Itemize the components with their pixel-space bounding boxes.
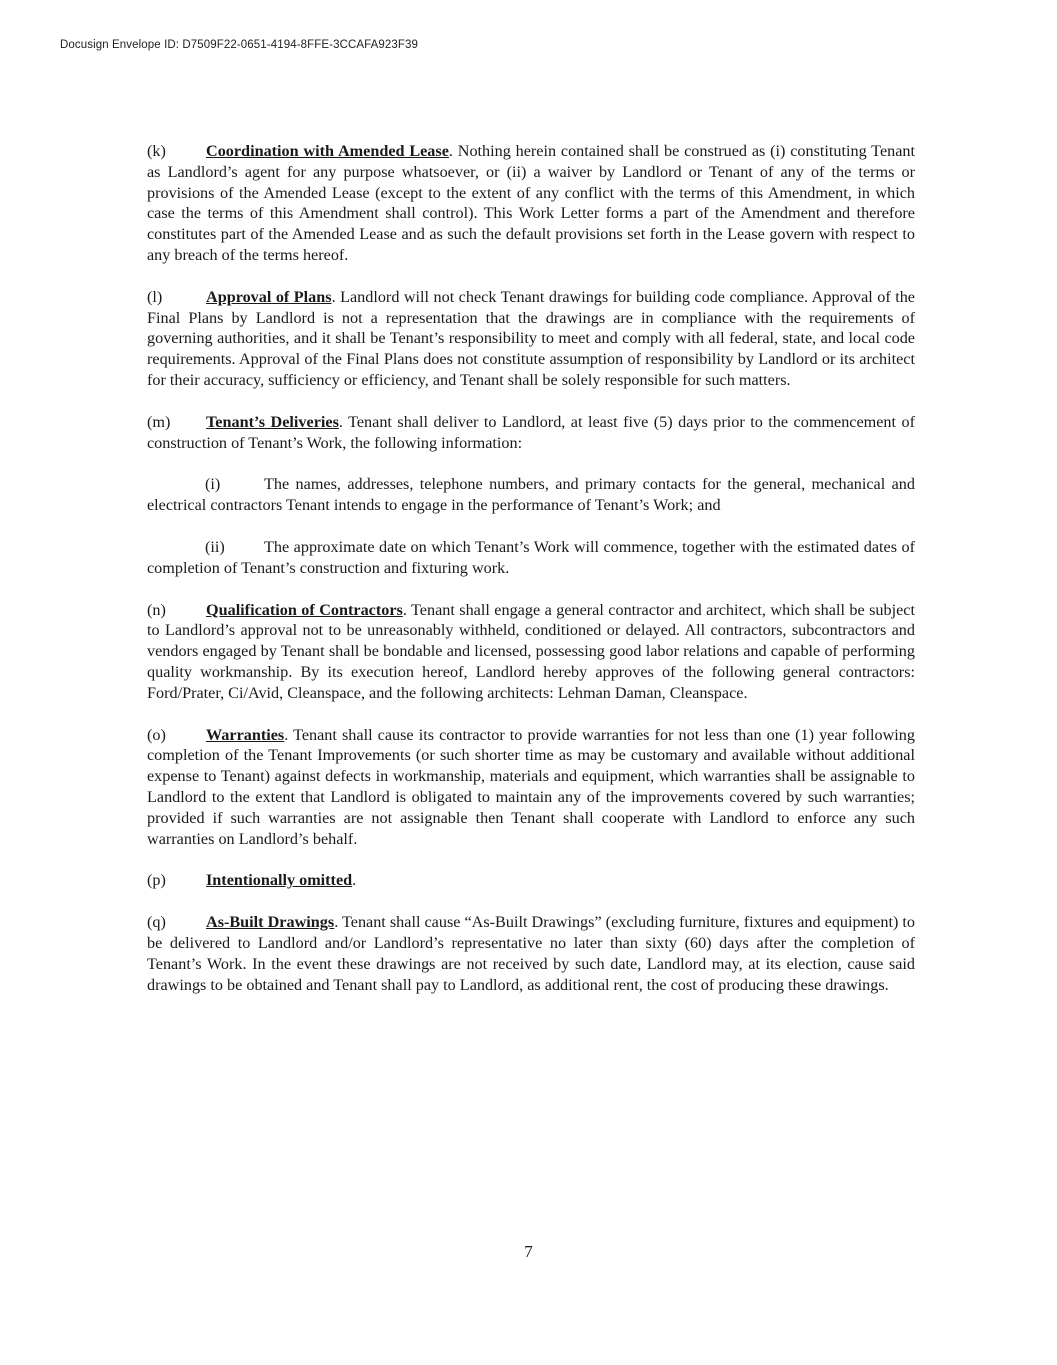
section-l-label: (l) [147,287,163,306]
document-body [147,141,915,1016]
section-l-text: . Landlord will not check Tenant drawings for building code compliance. Approval of the Final Plans by Landlord is not a representation that the drawings are in compliance with the requirements of governing authorities, and it shall be Tenant’s responsibility to meet and comply with all federal, state, and local code requirements. Approval of the Final Plans does not constitute assumption of responsibility by Landlord or its architect for their accuracy, sufficiency or efficiency, and Tenant shall be solely responsible for such matters. [147,287,915,389]
section-n-label: (n) [147,600,166,619]
section-q-text: . Tenant shall cause “As-Built Drawings” (excluding furniture, fixtures and equipment) to be delivered to Landlord and/or Landlord’s representative no later than sixty (60) days after the completion of Tenant’s Work. In the event these drawings are not received by such date, Landlord may, at its election, cause said drawings to be obtained and Tenant shall pay to Landlord, as additional rent, the cost of producing these drawings. [147,913,915,994]
section-m-heading: Tenant’s Deliveries [206,412,339,431]
section-m-item-i-label: (i) [205,475,221,494]
section-m-item-i-text: The names, addresses, telephone numbers, and primary contacts for the general, mechanical and electrical contractors Tenant intends to engage in the performance of Tenant’s Work; and [147,475,915,515]
section-n-heading: Qualification of Contractors [206,600,403,619]
section-k-label: (k) [147,142,166,160]
section-p-label: (p) [147,871,166,890]
page-number: 7 [524,1242,533,1261]
docusign-envelope-id: Docusign Envelope ID: D7509F22-0651-4194-8FFE-3CCAFA923F39 [60,39,419,51]
section-k-heading: Coordination with Amended Lease [206,142,449,160]
section-m-label: (m) [147,412,171,431]
section-m-item-ii [147,537,915,579]
section-l [147,287,915,391]
section-q [147,912,915,995]
section-m-item-i [147,474,915,516]
section-q-heading: As-Built Drawings [206,913,335,932]
section-k-text: . Nothing herein contained shall be construed as (i) constituting Tenant as Landlord’s agent for any purpose whatsoever, or (ii) a waiver by Landlord or Tenant of any of the terms or provisions of the Amended Lease (except to the extent of any conflict with the terms of this Amendment, in which case the terms of this Amendment shall control). This Work Letter forms a part of the Amendment and therefore constitutes part of the Amended Lease and as such the default provisions set forth in the Lease govern with respect to any breach of the terms hereof. [147,142,915,264]
section-m [147,412,915,454]
section-p-heading: Intentionally omitted [206,871,353,890]
section-m-text: . Tenant shall deliver to Landlord, at least five (5) days prior to the commencement of construction of Tenant’s Work, the following information: [147,412,915,452]
section-k [147,141,915,266]
section-n-text: . Tenant shall engage a general contractor and architect, which shall be subject to Landlord’s approval not to be unreasonably withheld, conditioned or delayed. All contractors, subcontractors and vendors engaged by Tenant shall be bondable and licensed, possessing good labor relations and capable of performing quality workmanship. By its execution hereof, Landlord hereby approves of the following general contractors: Ford/Prater, Ci/Avid, Cleanspace, and the following architects: Lehman Daman, Cleanspace. [147,600,915,702]
section-o-text: . Tenant shall cause its contractor to provide warranties for not less than one (1) year following completion of the Tenant Improvements (or such shorter time as may be customary and available without additional expense to Tenant) against defects in workmanship, materials and equipment, which warranties shall be assignable to Landlord to the extent that Landlord is obligated to maintain any of the improvements covered by such warranties; provided if such warranties are not assignable then Tenant shall cooperate with Landlord to enforce any such warranties on Landlord’s behalf. [147,725,915,848]
section-m-item-ii-label: (ii) [205,537,225,556]
section-o [147,725,915,850]
section-l-heading: Approval of Plans [206,287,332,306]
section-n [147,600,915,704]
section-o-label: (o) [147,725,166,744]
section-m-item-ii-text: The approximate date on which Tenant’s Work will commence, together with the estimated dates of completion of Tenant’s construction and fixturing work. [147,537,915,577]
section-p-text: . [352,871,357,890]
section-p [147,870,915,891]
section-q-label: (q) [147,913,166,932]
section-o-heading: Warranties [206,725,285,744]
